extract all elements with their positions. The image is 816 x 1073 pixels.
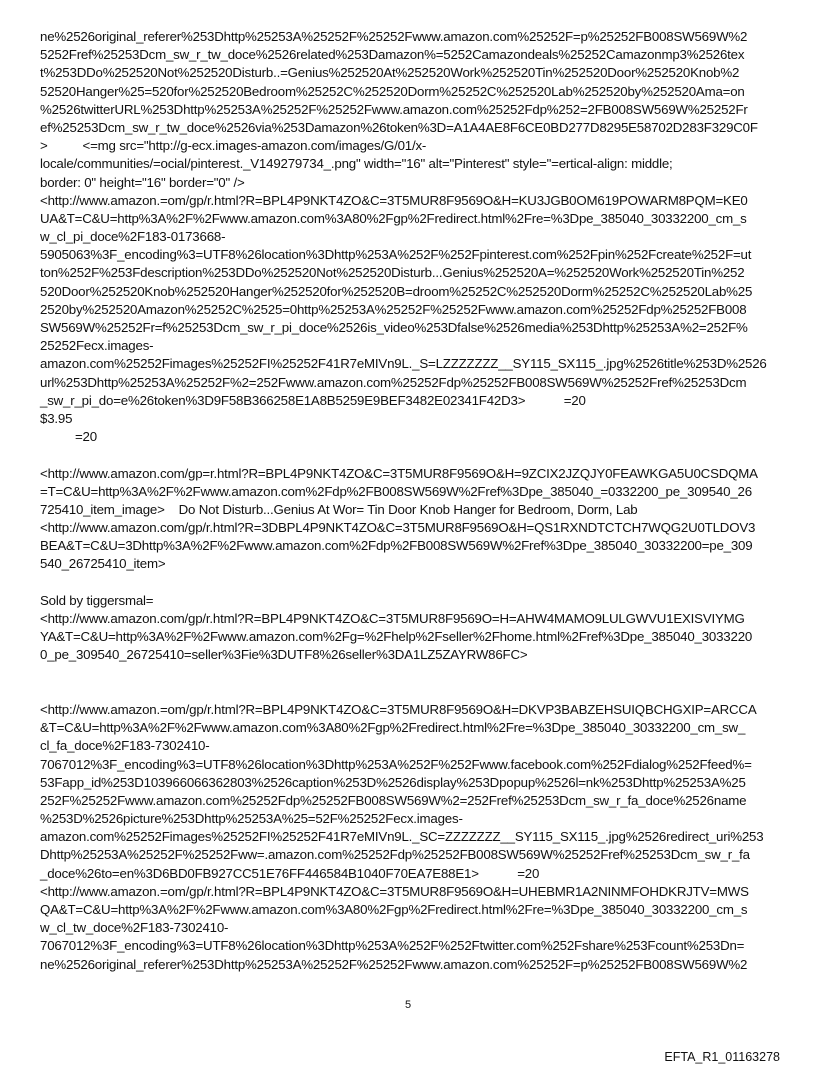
- text-line: 252F%25252Fwww.amazon.com%25252Fdp%25252FB008SW569W%2=252Fref%25253Dcm_sw_r_fa_doce%2526name: [40, 792, 747, 808]
- text-line: ef%25253Dcm_sw_r_tw_doce%2526via%253Damazon%26token%3D=A1A4AE8F6CE0BD277D8295E58702D283F329C0F: [40, 119, 758, 135]
- text-line: BEA&T=C&U=3Dhttp%3A%2F%2Fwww.amazon.com%2Fdp%2FB008SW569W%2Fref%3Dpe_385040_30332200=pe_309: [40, 538, 753, 554]
- blank-line: [40, 574, 800, 592]
- bates-footer-id: EFTA_R1_01163278: [664, 1050, 780, 1064]
- blank-line: [40, 446, 800, 464]
- page-number: 5: [404, 999, 412, 1011]
- text-line: =T=C&U=http%3A%2F%2Fwww.amazon.com%2Fdp%2FB008SW569W%2Fref%3Dpe_385040_=0332200_pe_309540_26: [40, 483, 752, 499]
- text-line: ton%252F%253Fdescription%253DDo%252520Not%252520Disturb...Genius%252520A=%252520Work%252520Tin%252: [40, 265, 745, 281]
- text-line: 52520Hanger%25=520for%252520Bedroom%25252C%252520Dorm%25252C%252520Lab%252520by%252520Ama=on: [40, 83, 745, 99]
- text-line: border: 0" height="16" border="0" />: [40, 174, 245, 190]
- text-line: Dhttp%25253A%25252F%25252Fww=.amazon.com%25252Fdp%25252FB008SW569W%25252Fref%25253Dcm_sw_r_fa: [40, 847, 750, 863]
- text-line: cl_fa_doce%2F183-7302410-: [40, 738, 210, 754]
- text-line: Sold by tiggersmal=: [40, 592, 154, 608]
- text-line: 7067012%3F_encoding%3=UTF8%26location%3Dhttp%253A%252F%252Ftwitter.com%252Fshare%253Fcount%253Dn=: [40, 938, 745, 954]
- text-line: <http://www.amazon.com/gp=r.html?R=BPL4P9NKT4ZO&C=3T5MUR8F9569O&H=9ZCIX2JZQJY0FEAWKGA5U0CSDQMA: [40, 465, 758, 481]
- text-line: 540_26725410_item>: [40, 556, 166, 572]
- text-line: <http://www.amazon.=om/gp/r.html?R=BPL4P9NKT4ZO&C=3T5MUR8F9569O&H=DKVP3BABZEHSUIQBCHGXIP=ARCCA: [40, 701, 757, 717]
- blank-line: [40, 665, 800, 683]
- blank-line: [40, 683, 800, 701]
- text-line: _sw_r_pi_do=e%26token%3D9F58B366258E1A8B5259E9BEF3482E02341F42D3> =20: [40, 392, 586, 408]
- text-line: <http://www.amazon.=om/gp/r.html?R=BPL4P9NKT4ZO&C=3T5MUR8F9569O&H=UHEBMR1A2NINMFOHDKRJTV=MWS: [40, 883, 749, 899]
- text-line: 725410_item_image> Do Not Disturb...Genius At Wor= Tin Door Knob Hanger for Bedroom, Dorm, Lab: [40, 501, 638, 517]
- text-line: 2520by%252520Amazon%25252C%2525=0http%25253A%25252F%25252Fwww.amazon.com%25252Fdp%25252FB008: [40, 301, 747, 317]
- text-line: 25252Fecx.images-: [40, 338, 154, 354]
- text-line: url%253Dhttp%25253A%25252F%2=252Fwww.amazon.com%25252Fdp%25252FB008SW569W%25252Fref%25253Dcm: [40, 374, 747, 390]
- text-line: 520Door%252520Knob%252520Hanger%252520for%252520B=droom%25252C%252520Dorm%25252C%252520Lab%25: [40, 283, 753, 299]
- text-line: w_cl_pi_doce%2F183-0173668-: [40, 229, 226, 245]
- text-line: YA&T=C&U=http%3A%2F%2Fwww.amazon.com%2Fg=%2Fhelp%2Fseller%2Fhome.html%2Fref%3Dpe_385040_3033220: [40, 629, 753, 645]
- text-line: ne%2526original_referer%253Dhttp%25253A%25252F%25252Fwww.amazon.com%25252F=p%25252FB008SW569W%2: [40, 29, 748, 44]
- text-line: w_cl_tw_doce%2F183-7302410-: [40, 920, 229, 936]
- document-body: [40, 28, 800, 974]
- text-line: $3.95: [40, 410, 73, 426]
- text-line: %253D%2526picture%253Dhttp%25253A%25=52F%25252Fecx.images-: [40, 811, 463, 827]
- text-line: _doce%26to=en%3D6BD0FB927CC51E76FF446584B1040F70EA7E88E1> =20: [40, 865, 540, 881]
- text-line: amazon.com%25252Fimages%25252FI%25252F41R7eMIVn9L._SC=ZZZZZZZ__SY115_SX115_.jpg%2526redirect_uri%253: [40, 829, 764, 845]
- text-line: QA&T=C&U=http%3A%2F%2Fwww.amazon.com%3A80%2Fgp%2Fredirect.html%2Fre=%3Dpe_385040_30332200_cm_s: [40, 902, 748, 917]
- text-line: %2526twitterURL%253Dhttp%25253A%25252F%25252Fwww.amazon.com%25252Fdp%252=2FB008SW569W%25252Fr: [40, 101, 748, 117]
- text-line: t%253DDo%252520Not%252520Disturb..=Genius%252520At%252520Work%252520Tin%252520Door%252520Knob%2: [40, 65, 740, 81]
- text-line: <http://www.amazon.com/gp/r.html?R=3DBPL4P9NKT4ZO&C=3T5MUR8F9569O&H=QS1RXNDTCTCH7WQG2U0TLDOV3: [40, 520, 756, 536]
- text-line: &T=C&U=http%3A%2F%2Fwww.amazon.com%3A80%2Fgp%2Fredirect.html%2Fre=%3Dpe_385040_30332200_cm_sw_: [40, 720, 746, 736]
- text-line: <http://www.amazon.=om/gp/r.html?R=BPL4P9NKT4ZO&C=3T5MUR8F9569O&H=KU3JGB0OM619POWARM8PQM=KE0: [40, 192, 748, 208]
- text-line: UA&T=C&U=http%3A%2F%2Fwww.amazon.com%3A80%2Fgp%2Fredirect.html%2Fre=%3Dpe_385040_30332200_cm_s: [40, 210, 747, 226]
- text-line: locale/communities/=ocial/pinterest._V149279734_.png" width="16" alt="Pinterest" style="=ertical-align: middle;: [40, 156, 673, 172]
- text-line: 5252Fref%25253Dcm_sw_r_tw_doce%2526related%253Damazon%=5252Camazondeals%25252Camazonmp3%2526tex: [40, 47, 745, 63]
- text-line: 7067012%3F_encoding%3=UTF8%26location%3Dhttp%253A%252F%252Fwww.facebook.com%252Fdialog%252Ffeed%=: [40, 756, 752, 772]
- text-line: SW569W%25252Fr=f%25253Dcm_sw_r_pi_doce%2526is_video%253Dfalse%2526media%253Dhttp%25253A%2=252F%: [40, 320, 748, 335]
- text-line: 53Fapp_id%253D103966066362803%2526caption%253D%2526display%253Dpopup%2526l=nk%253Dhttp%25253A%25: [40, 774, 746, 790]
- text-line: 0_pe_309540_26725410=seller%3Fie%3DUTF8%26seller%3DA1LZ5ZAYRW86FC>: [40, 647, 528, 663]
- text-line: =20: [40, 429, 97, 445]
- text-line: > <=mg src="http://g-ecx.images-amazon.com/images/G/01/x-: [40, 138, 427, 154]
- text-line: <http://www.amazon.com/gp/r.html?R=BPL4P9NKT4ZO&C=3T5MUR8F9569O=H=AHW4MAMO9LULGWVU1EXISVIYMG: [40, 611, 745, 626]
- text-line: 5905063%3F_encoding%3=UTF8%26location%3Dhttp%253A%252F%252Fpinterest.com%252Fpin%252Fcreate%252F=ut: [40, 247, 752, 263]
- text-line: amazon.com%25252Fimages%25252FI%25252F41R7eMIVn9L._S=LZZZZZZZ__SY115_SX115_.jpg%2526title%253D%2526: [40, 356, 767, 372]
- text-line: ne%2526original_referer%253Dhttp%25253A%25252F%25252Fwww.amazon.com%25252F=p%25252FB008SW569W%2: [40, 956, 748, 972]
